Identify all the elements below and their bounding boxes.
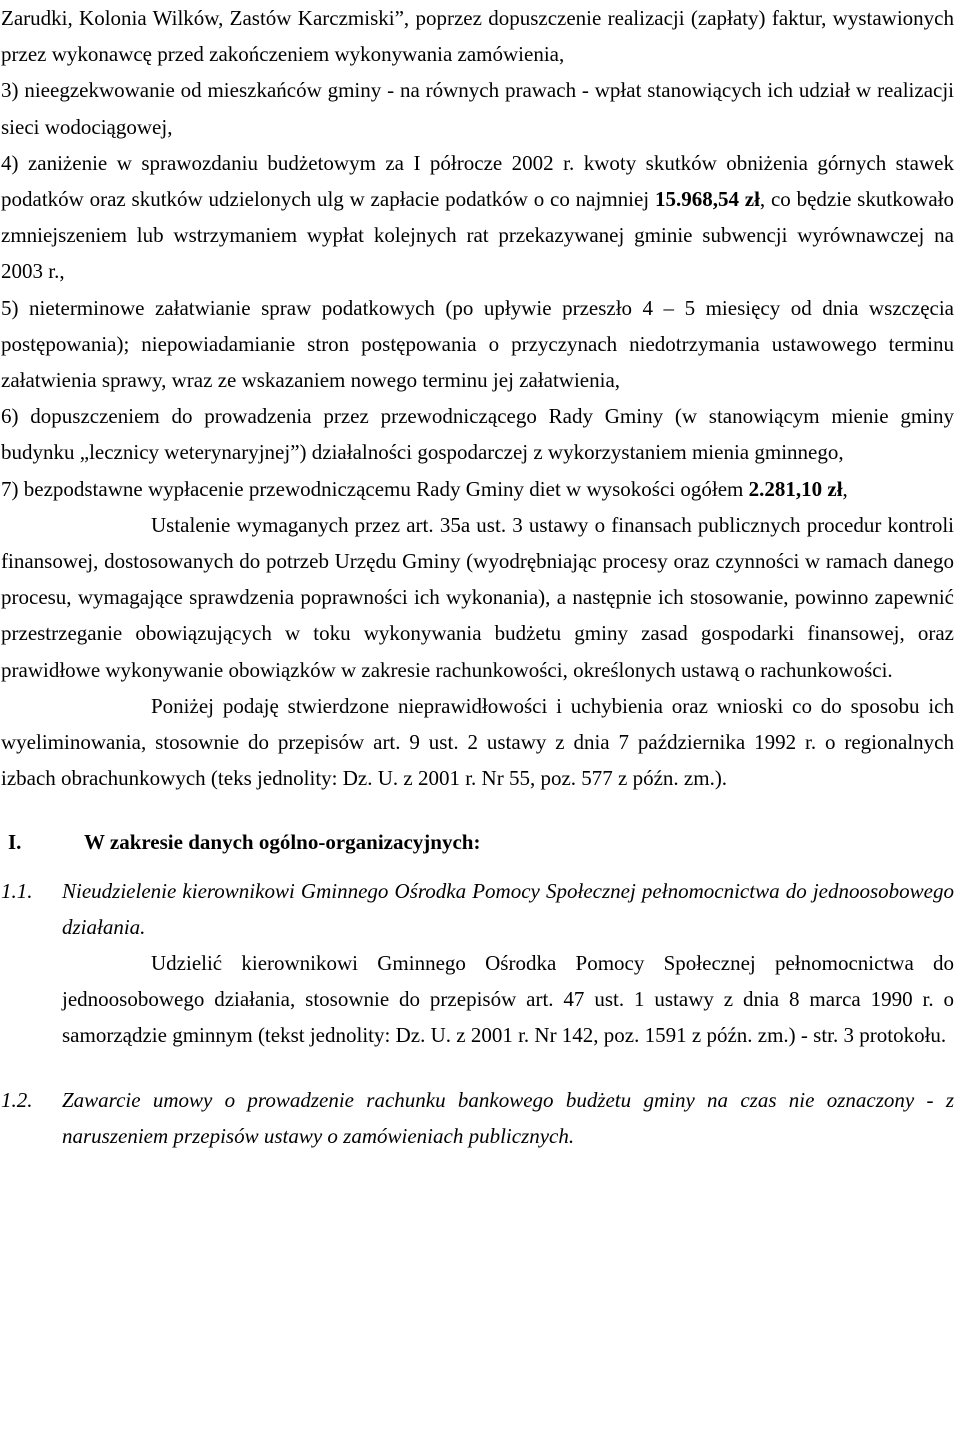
spacer bbox=[1, 796, 954, 824]
paragraph-item-5: 5) nieterminowe załatwianie spraw podatkowych (po upływie przeszło 4 – 5 miesięcy od dnia wszczęcia postępowania); niepowiadamianie stron postępowania o przyczynach niedotrzymania ustawowego terminu załatwienia sprawy, wraz ze wskazaniem nowego terminu jej załatwienia, bbox=[1, 295, 954, 393]
section-title: W zakresie danych ogólno-organizacyjnych: bbox=[84, 830, 481, 855]
paragraph-ustalenie: Ustalenie wymaganych przez art. 35a ust. 3 ustawy o finansach publicznych procedur kontroli finansowej, dostosowanych do potrzeb Urzędu Gminy (wyodrębniając procesy oraz czynności w ramach danego procesu, wymagające sprawdzenia poprawności ich wykonania), a następnie ich stosowanie, powinno zapewnić przestrzeganie obowiązujących w toku wykonywania budżetu gminy zasad gospodarki finansowej, oraz prawidłowe wykonywanie obowiązków w zakresie rachunkowości, określonych ustawą o rachunkowości. bbox=[1, 512, 954, 682]
subsection-1-2 bbox=[1, 1082, 954, 1154]
paragraph-item-4 bbox=[1, 145, 954, 290]
section-heading bbox=[1, 824, 954, 860]
subsection-title: Zawarcie umowy o prowadzenie rachunku bankowego budżetu gminy na czas nie oznaczony - z naruszeniem przepisów ustawy o zamówieniach publicznych. bbox=[62, 1087, 954, 1148]
subsection-title: Nieudzielenie kierownikowi Gminnego Ośrodka Pomocy Społecznej pełnomocnictwa do jednoosobowego działania. bbox=[62, 878, 954, 939]
spacer bbox=[1, 861, 954, 873]
paragraph-item-6: 6) dopuszczeniem do prowadzenia przez przewodniczącego Rady Gminy (w stanowiącym mienie gminy budynku „lecznicy weterynaryjnej”) działalności gospodarczej z wykorzystaniem mienia gminnego, bbox=[1, 404, 954, 465]
item-4-text-c: , bbox=[59, 259, 65, 284]
item-4-text-b: , co będzie skutkowało zmniejszeniem lub wstrzymaniem wypłat kolejnych rat przekazywanej gminie subwencji wyrównawczej na 2003 r. bbox=[1, 187, 955, 284]
item-7-amount: 2.281,10 zł bbox=[748, 476, 843, 501]
paragraph-ponizej: Poniżej podaję stwierdzone nieprawidłowości i uchybienia oraz wnioski co do sposobu ich wyeliminowania, stosownie do przepisów art. 9 ust. 2 ustawy z dnia 7 października 1992 r. o regionalnych izbach obrachunkowych (teks jednolity: Dz. U. z 2001 r. Nr 55, poz. 577 z późn. zm.). bbox=[1, 693, 954, 791]
section-number: I. bbox=[8, 830, 22, 855]
subsection-body: Udzielić kierownikowi Gminnego Ośrodka Pomocy Społecznej pełnomocnictwa do jednoosobowego działania, stosownie do przepisów art. 47 ust. 1 ustawy z dnia 8 marca 1990 r. o samorządzie gminnym (tekst jednolity: Dz. U. z 2001 r. Nr 142, poz. 1591 z późn. zm.) - str. 3 protokołu. bbox=[62, 951, 954, 1048]
item-4-text-a: 4) zaniżenie w sprawozdaniu budżetowym za I półrocze 2002 r. kwoty skutków obniżenia górnych stawek podatków oraz skutków udzielonych ulg w zapłacie podatków o co najmniej bbox=[1, 150, 954, 212]
paragraph-item-7 bbox=[1, 471, 954, 507]
item-4-amount: 15.968,54 zł bbox=[654, 187, 760, 212]
subsection-number: 1.1. bbox=[1, 878, 33, 903]
paragraph-item-3: 3) nieegzekwowanie od mieszkańców gminy - na równych prawach - wpłat stanowiących ich udział w realizacji sieci wodociągowej, bbox=[1, 78, 954, 139]
spacer bbox=[1, 1054, 954, 1082]
subsection-1-1 bbox=[1, 873, 954, 1054]
item-7-text: 7) bezpodstawne wypłacenie przewodniczącemu Rady Gminy diet w wysokości ogółem bbox=[1, 476, 749, 501]
paragraph-intro-end: Zarudki, Kolonia Wilków, Zastów Karczmiski”, poprzez dopuszczenie realizacji (zapłaty) faktur, wystawionych przez wykonawcę przed zakończeniem wykonywania zamówienia, bbox=[1, 6, 954, 67]
subsection-number: 1.2. bbox=[1, 1087, 33, 1112]
item-7-tail: , bbox=[842, 476, 848, 501]
